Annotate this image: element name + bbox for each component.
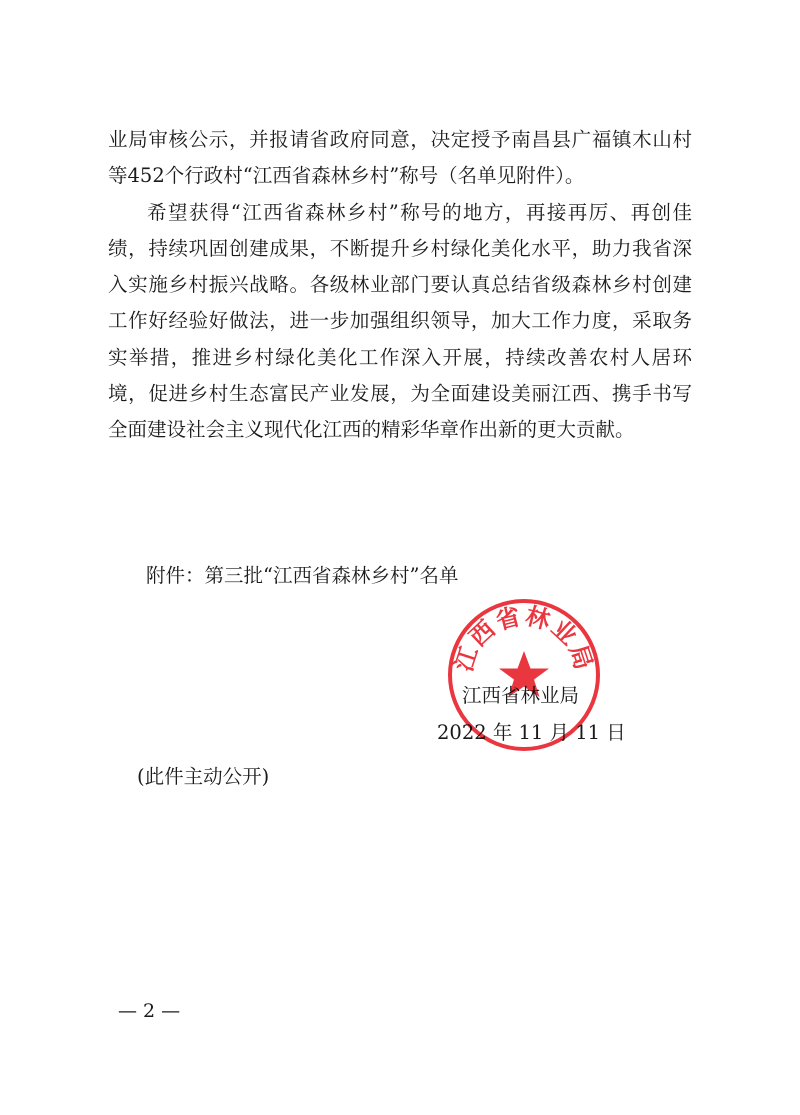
public-disclosure-note: (此件主动公开) [137, 765, 270, 788]
document-body [108, 122, 692, 449]
attachment-line: 附件：第三批“江西省森林乡村”名单 [146, 564, 459, 587]
star-icon [499, 651, 549, 697]
paragraph-continuation: 业局审核公示，并报请省政府同意，决定授予南昌县广福镇木山村等452个行政村“江西省森林乡村”称号（名单见附件）。 [108, 128, 692, 188]
official-seal [446, 597, 602, 753]
issuer-name: 江西省林业局 [462, 684, 580, 707]
page-number: — 2 — [118, 1000, 181, 1022]
seal-text: 江西省林业局 [448, 600, 600, 675]
paragraph-hope: 希望获得“江西省森林乡村”称号的地方，再接再厉、再创佳绩，持续巩固创建成果，不断提升乡村绿化美化水平，助力我省深入实施乡村振兴战略。各级林业部门要认真总结省级森林乡村创建工作好经验好做法，进一步加强组织领导，加大工作力度，采取务实举措，推进乡村绿化美化工作深入开展，持续改善农村人居环境，促进乡村生态富民产业发展，为全面建设美丽江西、携手书写全面建设社会主义现代化江西的精彩华章作出新的更大贡献。 [108, 200, 692, 442]
issue-date: 2022 年 11 月 11 日 [437, 721, 626, 744]
